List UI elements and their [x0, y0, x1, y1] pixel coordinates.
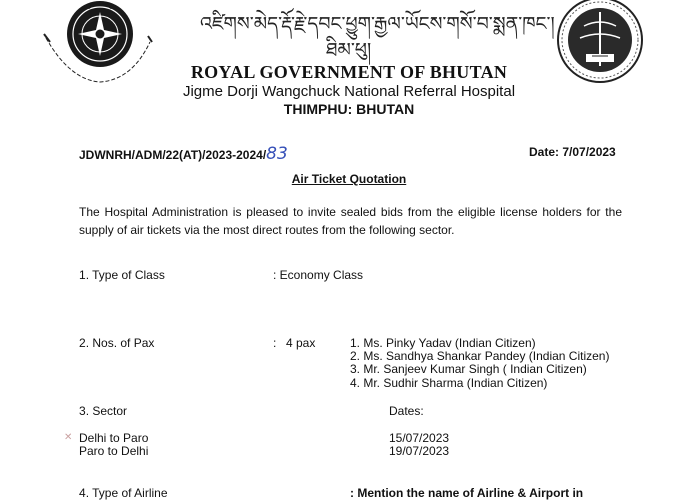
item-number: 3	[79, 404, 86, 418]
item-class-label	[79, 268, 165, 282]
item-label: . Type of Class	[85, 268, 165, 282]
item-pax-count: 4 pax	[286, 336, 316, 350]
margin-mark: ✕	[64, 432, 73, 443]
route-1: Delhi to Paro	[79, 431, 149, 445]
sector-dates-label: Dates:	[389, 404, 424, 418]
route-2: Paro to Delhi	[79, 444, 149, 458]
reference-prefix: JDWNRH/ADM/22(AT)/2023-2024/	[79, 148, 267, 162]
letter-date: Date: 7/07/2023	[529, 145, 616, 159]
item-label: . Sector	[85, 404, 128, 418]
letter-subject: Air Ticket Quotation	[291, 172, 407, 186]
item-airline-label	[79, 486, 168, 500]
item-sector-label	[79, 404, 127, 418]
reference-handwritten-number: 83	[266, 144, 288, 164]
item-airline-value: : Mention the name of Airline & Airport in	[350, 486, 584, 500]
item-pax-colon: :	[273, 336, 277, 350]
reference-number	[79, 144, 288, 164]
organization-title: ROYAL GOVERNMENT OF BHUTAN	[190, 62, 508, 82]
passenger-4: 4. Mr. Sudhir Sharma (Indian Citizen)	[350, 376, 548, 390]
item-number: 1	[79, 268, 86, 282]
intro-paragraph: The Hospital Administration is pleased to invite sealed bids from the eligible license holders for the supply of air tickets via the most direct routes from the following sector.	[79, 205, 622, 237]
item-number: 4	[79, 486, 86, 500]
hospital-name: Jigme Dorji Wangchuck National Referral Hospital	[182, 83, 516, 100]
item-class-value: : Economy Class	[273, 268, 364, 282]
item-number: 2	[79, 336, 86, 350]
passenger-2: 2. Ms. Sandhya Shankar Pandey (Indian Citizen)	[350, 349, 610, 363]
passenger-3: 3. Mr. Sanjeev Kumar Singh ( Indian Citizen)	[350, 362, 587, 376]
item-pax-label	[79, 336, 154, 350]
item-label: . Type of Airline	[85, 486, 168, 500]
tibetan-header-line1: འཛིགས་མེད་རྡོ་རྗེ་དབང་ཕྱུག་རྒྱལ་ཡོངས་གསོ་བ་སྨན་ཁང་།	[200, 13, 555, 35]
tibetan-header-line2: ཐིམ་ཕུ།	[326, 39, 372, 61]
route-2-date: 19/07/2023	[389, 444, 450, 458]
item-label: . Nos. of Pax	[85, 336, 155, 350]
hospital-location: THIMPHU: BHUTAN	[283, 101, 415, 117]
passenger-1: 1. Ms. Pinky Yadav (Indian Citizen)	[350, 336, 536, 350]
route-1-date: 15/07/2023	[389, 431, 450, 445]
